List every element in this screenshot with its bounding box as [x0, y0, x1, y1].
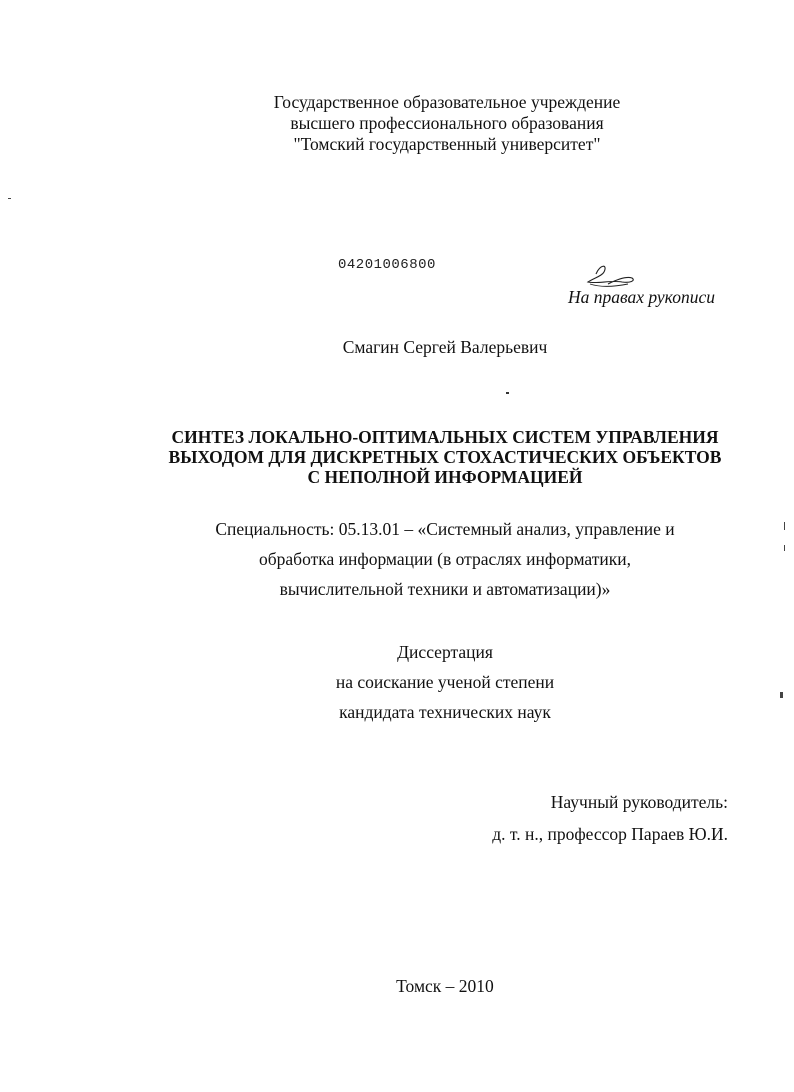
specialty-line-3: вычислительной техники и автоматизации)» — [279, 579, 611, 599]
specialty-line-2: обработка информации (в отраслях информатики, — [259, 549, 631, 569]
scan-speck — [780, 692, 783, 698]
supervisor-label: Научный руководитель: — [550, 792, 728, 812]
supervisor-block — [492, 786, 728, 850]
specialty-block — [48, 514, 794, 604]
institution-line-2: высшего профессионального образования — [290, 113, 604, 133]
author-name: Смагин Сергей Валерьевич — [342, 337, 548, 357]
institution-line-1: Государственное образовательное учреждение — [273, 92, 621, 112]
title-line-2: ВЫХОДОМ ДЛЯ ДИСКРЕТНЫХ СТОХАСТИЧЕСКИХ ОБЪЕКТОВ — [168, 447, 722, 467]
dissertation-title — [48, 427, 794, 487]
institution-block — [50, 92, 794, 155]
scan-speck — [784, 522, 785, 530]
scan-speck — [784, 545, 785, 551]
institution-line-3: "Томский государственный университет" — [293, 134, 601, 154]
city-year: Томск – 2010 — [396, 976, 494, 996]
specialty-line-1: Специальность: 05.13.01 – «Системный анализ, управление и — [215, 519, 675, 539]
degree-line-3: кандидата технических наук — [339, 702, 551, 722]
supervisor-name: д. т. н., профессор Параев Ю.И. — [492, 824, 728, 844]
scan-mark — [506, 392, 509, 394]
rights-label: На правах рукописи — [568, 287, 715, 307]
registration-number: 04201006800 — [338, 257, 436, 273]
scan-speck — [8, 198, 11, 199]
title-line-1: СИНТЕЗ ЛОКАЛЬНО-ОПТИМАЛЬНЫХ СИСТЕМ УПРАВЛЕНИЯ — [171, 427, 719, 447]
degree-block — [48, 637, 794, 727]
title-line-3: С НЕПОЛНОЙ ИНФОРМАЦИЕЙ — [307, 467, 583, 487]
degree-line-2: на соискание ученой степени — [335, 672, 555, 692]
degree-line-1: Диссертация — [397, 642, 493, 662]
